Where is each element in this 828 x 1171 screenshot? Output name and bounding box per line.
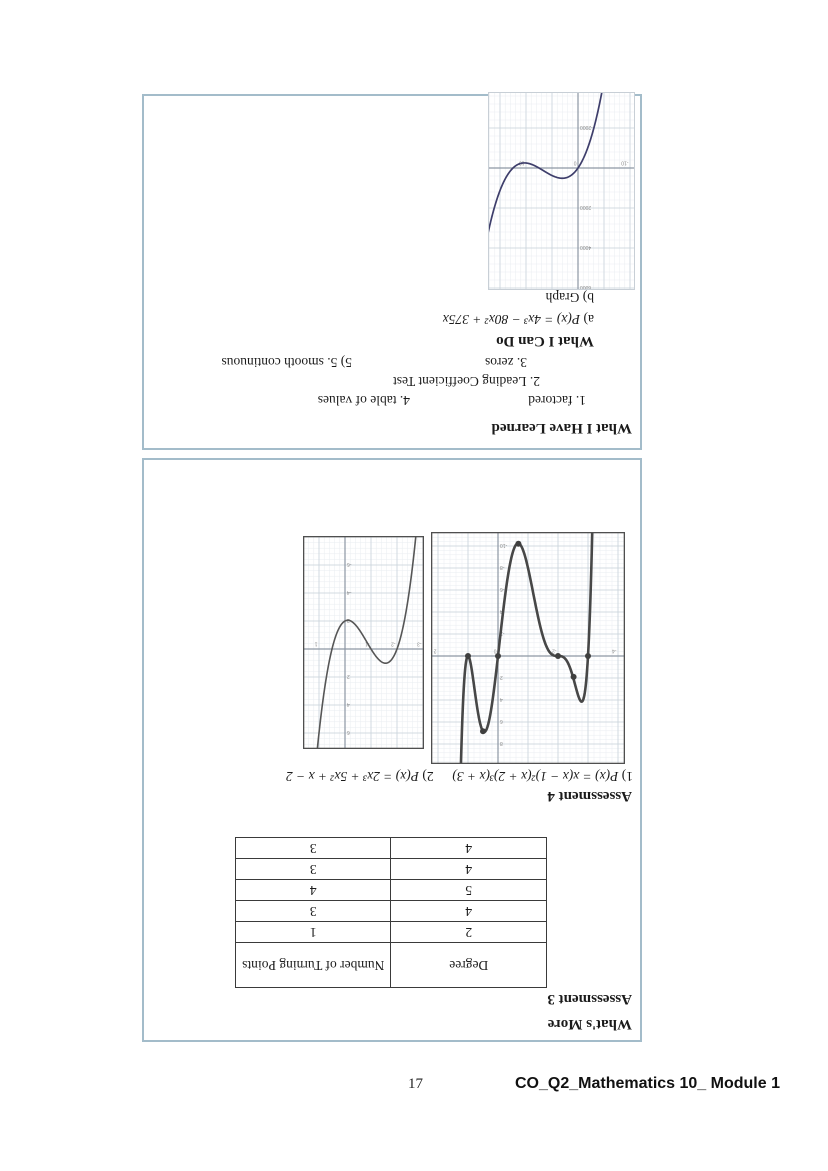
cell-degree: 4 [391, 859, 547, 880]
cell-degree: 5 [391, 880, 547, 901]
cell-degree: 4 [391, 838, 547, 859]
table-header-row [236, 943, 547, 988]
svg-text:-4: -4 [500, 608, 505, 614]
cell-turning-points: 4 [236, 880, 392, 901]
cell-degree: 2 [391, 922, 547, 943]
svg-text:-2: -2 [391, 640, 396, 647]
cell-turning-points: 1 [236, 922, 392, 943]
svg-text:-10: -10 [621, 159, 629, 166]
assessment4-graph2 [303, 536, 424, 749]
item1-prefix: 1) [621, 769, 633, 784]
svg-text:-1: -1 [365, 640, 370, 647]
turning-points-table [235, 837, 547, 988]
svg-text:6: 6 [500, 718, 503, 724]
cell-degree: 4 [391, 901, 547, 922]
cell-turning-points: 3 [236, 859, 392, 880]
assessment4-graph1 [431, 532, 625, 764]
table-row [236, 838, 547, 859]
svg-text:6000: 6000 [580, 284, 592, 290]
learned-heading: What I Have Learned [491, 420, 632, 436]
svg-text:0: 0 [573, 159, 577, 166]
footer-page-number: 17 [408, 1076, 423, 1092]
svg-text:4: 4 [347, 701, 350, 707]
svg-text:-2: -2 [347, 617, 352, 623]
svg-text:-2: -2 [500, 630, 505, 636]
svg-text:2: 2 [347, 673, 350, 679]
learned-item-3: 3. zeros [485, 355, 527, 370]
cell-turning-points: 3 [236, 901, 392, 922]
learned-item-2: 2. Leading Coefficient Test [392, 374, 540, 389]
svg-text:6: 6 [347, 729, 350, 735]
item-a-prefix: a) [583, 312, 594, 327]
svg-text:-10: -10 [500, 542, 508, 548]
svg-text:-8: -8 [500, 564, 505, 570]
item2-prefix: 2) [422, 769, 434, 784]
table-row [236, 859, 547, 880]
learned-item-1: 1. factored [528, 393, 586, 408]
can-do-item-b: b) Graph [545, 290, 594, 305]
footer-module-code: CO_Q2_Mathematics 10_ Module 1 [515, 1075, 780, 1092]
svg-text:-4: -4 [612, 647, 617, 654]
svg-text:0: 0 [493, 647, 497, 654]
item-a-formula: P(x) = 4x³ − 80x² + 375x [442, 312, 581, 327]
svg-text:4000: 4000 [580, 244, 592, 250]
table-row [236, 901, 547, 922]
svg-text:-4: -4 [347, 589, 352, 595]
svg-text:-3: -3 [417, 640, 422, 647]
can-do-graph [488, 92, 635, 290]
assessment4-items [286, 768, 633, 784]
svg-text:10: 10 [518, 159, 525, 166]
col-header-degree: Degree [391, 943, 547, 988]
col-header-turning-points: Number of Turning Points [236, 943, 392, 988]
can-do-heading: What I Can Do [496, 333, 594, 349]
can-do-item-a [443, 311, 594, 327]
svg-text:8: 8 [500, 740, 503, 746]
svg-text:2: 2 [433, 647, 437, 654]
svg-text:2000: 2000 [580, 204, 592, 210]
svg-text:-2: -2 [552, 647, 557, 654]
svg-text:4: 4 [500, 696, 503, 702]
whats-more-heading: What's More [547, 1016, 632, 1032]
assessment4-heading: Assessment 4 [547, 788, 632, 804]
whats-more-box [142, 458, 642, 1042]
rotated-content [142, 94, 642, 1042]
svg-text:-2000: -2000 [580, 124, 593, 130]
item2-formula: P(x) = 2x³ + 5x² + x − 2 [286, 769, 420, 784]
cell-turning-points: 3 [236, 838, 392, 859]
svg-text:-6: -6 [500, 586, 505, 592]
svg-text:2: 2 [500, 674, 503, 680]
svg-text:-6: -6 [347, 561, 352, 567]
svg-text:1: 1 [314, 640, 318, 647]
learned-item-4: 4. table of values [317, 393, 410, 408]
item1-formula: P(x) = x(x − 1)²(x + 2)³(x + 3) [452, 769, 619, 784]
table-row [236, 880, 547, 901]
learned-item-5: 5) 5. smooth continuous [221, 355, 352, 370]
learned-box [142, 94, 642, 450]
assessment3-heading: Assessment 3 [547, 991, 632, 1007]
table-row [236, 922, 547, 943]
